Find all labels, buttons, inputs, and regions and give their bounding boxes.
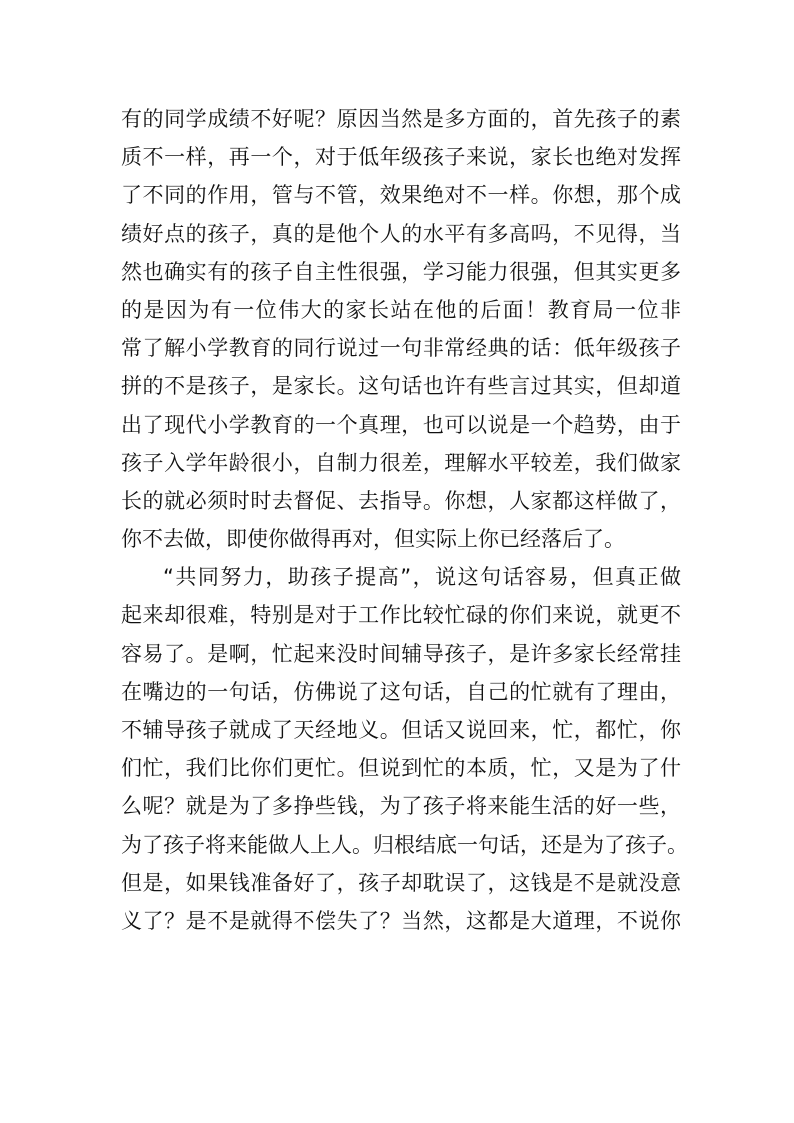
text-line: 了不同的作用，管与不管，效果绝对不一样。你想，那个成 [121,183,681,208]
text-line: 么呢？就是为了多挣些钱，为了孩子将来能生活的好一些， [121,794,681,819]
body-text [121,100,688,940]
text-line: 绩好点的孩子，真的是他个人的水平有多高吗，不见得，当 [121,221,681,246]
text-line: 但是，如果钱准备好了，孩子却耽误了，这钱是不是就没意 [121,870,681,895]
text-line: 出了现代小学教育的一个真理，也可以说是一个趋势，由于 [121,412,681,437]
text-line: 质不一样，再一个，对于低年级孩子来说，家长也绝对发挥 [121,145,681,170]
text-line: 孩子入学年龄很小，自制力很差，理解水平较差，我们做家 [121,450,681,475]
text-line: 然也确实有的孩子自主性很强，学习能力很强，但其实更多 [121,259,681,284]
paragraph-1 [121,100,681,558]
text-line: 不辅导孩子就成了天经地义。但话又说回来，忙，都忙，你 [121,718,681,742]
text-line: “共同努力，助孩子提高”，说这句话容易，但真正做 [163,565,681,590]
text-line: 拼的不是孩子，是家长。这句话也许有些言过其实，但却道 [121,374,681,399]
text-line: 们忙，我们比你们更忙。但说到忙的本质，忙，又是为了什 [121,756,681,781]
text-line: 容易了。是啊，忙起来没时间辅导孩子，是许多家长经常挂 [121,641,681,666]
text-line: 有的同学成绩不好呢？原因当然是多方面的，首先孩子的素 [121,107,681,131]
text-line: 为了孩子将来能做人上人。归根结底一句话，还是为了孩子。 [121,832,688,857]
text-line: 常了解小学教育的同行说过一句非常经典的话：低年级孩子 [121,336,681,361]
text-line: 义了？是不是就得不偿失了？当然，这都是大道理，不说你 [121,908,681,933]
text-line: 在嘴边的一句话，仿佛说了这句话，自己的忙就有了理由， [121,679,681,704]
text-line: 你不去做，即使你做得再对，但实际上你已经落后了。 [121,527,625,552]
paragraph-2 [121,558,688,940]
text-line: 长的就必须时时去督促、去指导。你想，人家都这样做了， [121,488,681,513]
text-line: 的是因为有一位伟大的家长站在他的后面！教育局一位非 [121,297,681,322]
text-line: 起来却很难，特别是对于工作比较忙碌的你们来说，就更不 [121,603,681,628]
